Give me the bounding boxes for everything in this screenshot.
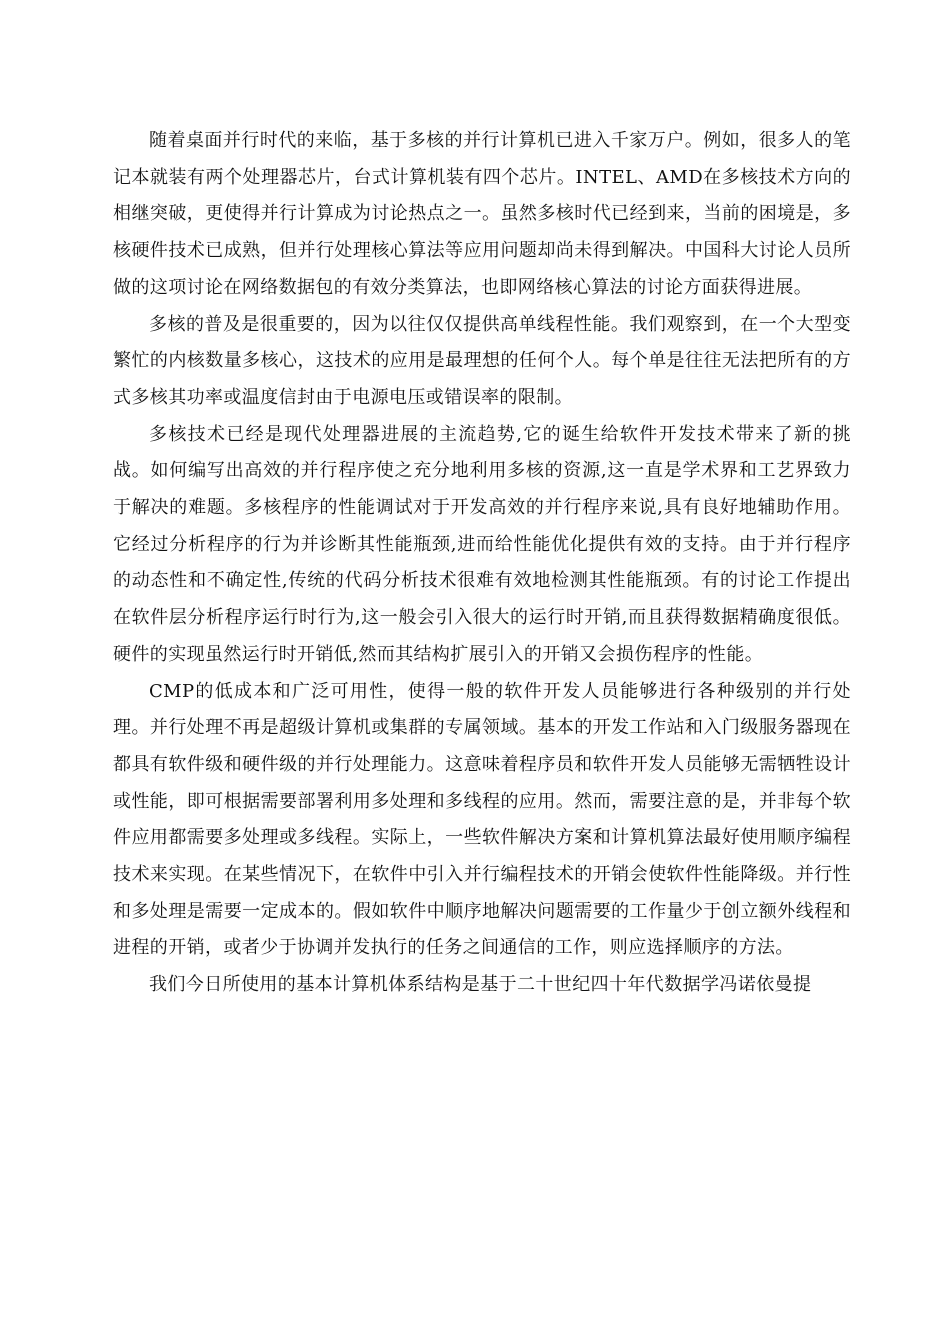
paragraph-1: 随着桌面并行时代的来临，基于多核的并行计算机已进入千家万户。例如，很多人的笔记本就装有两个处理器芯片，台式计算机装有四个芯片。INTEL、AMD在多核技术方向的相继突破，更使得并行计算成为讨论热点之一。虽然多核时代已经到来，当前的困境是，多核硬件技术已成熟，但并行处理核心算法等应用问题却尚未得到解决。中国科大讨论人员所做的这项讨论在网络数据包的有效分类算法，也即网络核心算法的讨论方面获得进展。 xyxy=(113,130,851,298)
paragraph-4: CMP的低成本和广泛可用性，使得一般的软件开发人员能够进行各种级别的并行处理。并行处理不再是超级计算机或集群的专属领域。基本的开发工作站和入门级服务器现在都具有软件级和硬件级的并行处理能力。这意味着程序员和软件开发人员能够无需牺牲设计或性能，即可根据需要部署利用多处理和多线程的应用。然而，需要注意的是，并非每个软件应用都需要多处理或多线程。实际上，一些软件解决方案和计算机算法最好使用顺序编程技术来实现。在某些情况下，在软件中引入并行编程技术的开销会使软件性能降级。并行性和多处理是需要一定成本的。假如软件中顺序地解决问题需要的工作量少于创立额外线程和进程的开销，或者少于协调并发执行的任务之间通信的工作，则应选择顺序的方法。 xyxy=(113,680,851,959)
paragraph-2: 多核的普及是很重要的，因为以往仅仅提供高单线程性能。我们观察到，在一个大型变繁忙的内核数量多核心，这技术的应用是最理想的任何个人。每个单是往往无法把所有的方式多核其功率或温度信封由于电源电压或错误率的限制。 xyxy=(113,313,851,408)
document-body xyxy=(113,123,851,1004)
paragraph-5: 我们今日所使用的基本计算机体系结构是基于二十世纪四十年代数据学冯诺依曼提 xyxy=(149,974,812,996)
paragraph-3: 多核技术已经是现代处理器进展的主流趋势,它的诞生给软件开发技术带来了新的挑战。如何编写出高效的并行程序使之充分地利用多核的资源,这一直是学术界和工艺界致力于解决的难题。多核程序的性能调试对于开发高效的并行程序来说,具有良好地辅助作用。它经过分析程序的行为并诊断其性能瓶颈,进而给性能优化提供有效的支持。由于并行程序的动态性和不确定性,传统的代码分析技术很难有效地检测其性能瓶颈。有的讨论工作提出在软件层分析程序运行时行为,这一般会引入很大的运行时开销,而且获得数据精确度很低。硬件的实现虽然运行时开销低,然而其结构扩展引入的开销又会损伤程序的性能。 xyxy=(113,423,851,665)
